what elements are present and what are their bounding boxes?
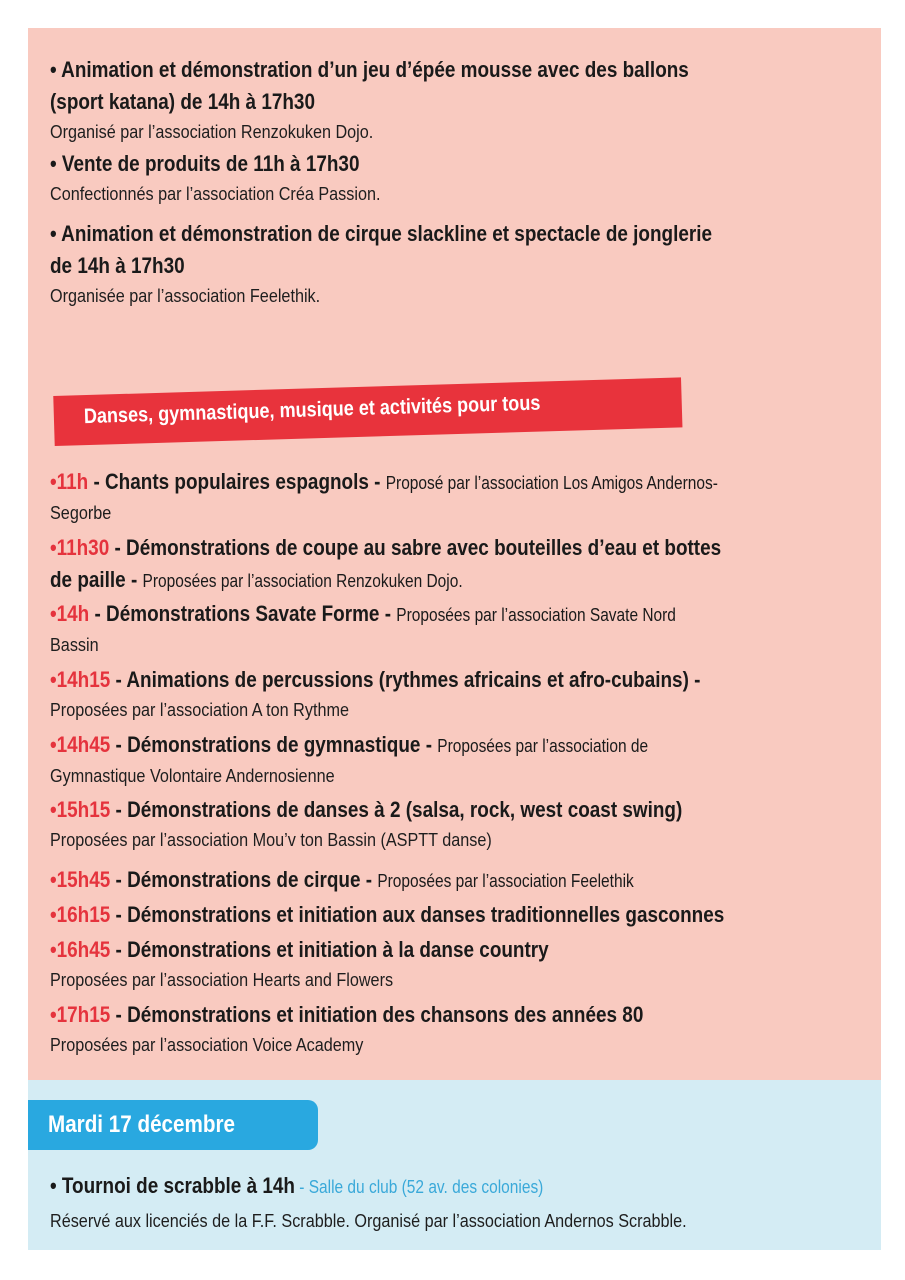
section-title: Danses, gymnastique, musique et activités pour tous [83, 391, 541, 429]
schedule-time: 14h15 [56, 667, 111, 692]
schedule-organizer: Proposées par l’association Feelethik [377, 871, 634, 891]
schedule-title-cont: de paille [50, 567, 126, 592]
schedule-item: •16h45 - Démonstrations et initiation à la danse country Proposées par l’association Hearts and Flowers [50, 934, 630, 994]
schedule-title: Démonstrations et initiation aux danses traditionnelles gasconnes [127, 902, 725, 927]
schedule-title: Démonstrations de cirque [127, 867, 361, 892]
activity-title: • Animation et démonstration de cirque slackline et spectacle de jonglerie [50, 221, 712, 246]
schedule-item: •14h - Démonstrations Savate Forme - Proposées par l’association Savate Nord Bassin [50, 598, 778, 659]
schedule-time: 16h15 [56, 902, 111, 927]
schedule-organizer: Proposées par l’association Voice Academy [50, 1035, 364, 1055]
schedule-organizer: Proposées par l’association Renzokuken Dojo. [142, 571, 463, 591]
activity-organizer: Organisée par l’association Feelethik. [50, 286, 321, 306]
schedule-title: Démonstrations de gymnastique [127, 732, 421, 757]
schedule-title: Démonstrations de danses à 2 (salsa, rock, west coast swing) [127, 797, 683, 822]
schedule-title: Démonstrations et initiation à la danse country [127, 937, 549, 962]
schedule-item: •15h15 - Démonstrations de danses à 2 (salsa, rock, west coast swing) Proposées par l’association Mou’v ton Bassin (ASPTT danse) [50, 794, 785, 854]
day-tab [28, 1100, 318, 1150]
schedule-time: 11h [56, 469, 89, 494]
activity-organizer: Confectionnés par l’association Créa Passion. [50, 184, 381, 204]
schedule-time: 17h15 [56, 1002, 111, 1027]
schedule-item: •14h45 - Démonstrations de gymnastique - Proposées par l’association de Gymnastique Volontaire Andernosienne [50, 729, 745, 790]
day-label: Mardi 17 décembre [48, 1111, 235, 1138]
schedule-organizer: Proposées par l’association Hearts and Flowers [50, 970, 394, 990]
activity-cirque [50, 218, 820, 310]
schedule-time: 14h [56, 601, 90, 626]
schedule-time: 15h45 [56, 867, 111, 892]
activity-scrabble: • Tournoi de scrabble à 14h - Salle du club (52 av. des colonies) Réservé aux licenciés de la F.F. Scrabble. Organisé par l’association Andernos Scrabble. [50, 1170, 757, 1235]
schedule-time: 16h45 [56, 937, 111, 962]
schedule-title: Démonstrations de coupe au sabre avec bouteilles d’eau et bottes [126, 535, 722, 560]
schedule-item: •11h - Chants populaires espagnols - Proposé par l’association Los Amigos Andernos- Segorbe [50, 466, 827, 527]
schedule-title: Animations de percussions (rythmes africains et afro-cubains) - [126, 667, 701, 692]
schedule-time: 14h45 [56, 732, 111, 757]
schedule-organizer-cont: Bassin [50, 635, 99, 655]
schedule-organizer: Proposées par l’association Savate Nord [396, 605, 676, 625]
activity-title: Tournoi de scrabble à 14h [61, 1173, 295, 1198]
schedule-organizer-cont: Segorbe [50, 503, 112, 523]
schedule-item: •16h15 - Démonstrations et initiation aux danses traditionnelles gasconnes [50, 902, 725, 927]
schedule-organizer: Proposées par l’association A ton Rythme [50, 700, 349, 720]
schedule-title: Chants populaires espagnols [105, 469, 369, 494]
schedule-title: Démonstrations Savate Forme [106, 601, 380, 626]
schedule-item: •15h45 - Démonstrations de cirque - Proposées par l’association Feelethik [50, 867, 634, 892]
activity-vente [50, 148, 417, 208]
activity-title-cont: de 14h à 17h30 [50, 253, 185, 278]
activity-title: • Animation et démonstration d’un jeu d’épée mousse avec des ballons [50, 57, 689, 82]
activity-title-cont: (sport katana) de 14h à 17h30 [50, 89, 315, 114]
schedule-item: •17h15 - Démonstrations et initiation des chansons des années 80 Proposées par l’association Voice Academy [50, 999, 740, 1059]
activity-katana [50, 54, 793, 146]
schedule-time: 15h15 [56, 797, 111, 822]
schedule-item: •14h15 - Animations de percussions (rythmes africains et afro-cubains) - Proposées par l’association A ton Rythme [50, 664, 806, 724]
activity-organizer: Organisé par l’association Renzokuken Dojo. [50, 122, 374, 142]
activity-location: - Salle du club (52 av. des colonies) [294, 1177, 544, 1197]
schedule-organizer-cont: Gymnastique Volontaire Andernosienne [50, 766, 335, 786]
schedule-organizer: Proposées par l’association Mou’v ton Bassin (ASPTT danse) [50, 830, 492, 850]
activity-note: Réservé aux licenciés de la F.F. Scrabble. Organisé par l’association Andernos Scrabble. [50, 1211, 687, 1231]
schedule-organizer: Proposé par l’association Los Amigos Andernos- [385, 473, 718, 493]
schedule-title: Démonstrations et initiation des chansons des années 80 [127, 1002, 644, 1027]
activity-title: • Vente de produits de 11h à 17h30 [50, 151, 360, 176]
schedule-organizer: Proposées par l’association de [437, 736, 649, 756]
schedule-item: •11h30 - Démonstrations de coupe au sabre avec bouteilles d’eau et bottes de paille - Proposées par l’association Renzokuken Dojo. [50, 535, 722, 592]
schedule-time: 11h30 [56, 535, 110, 560]
